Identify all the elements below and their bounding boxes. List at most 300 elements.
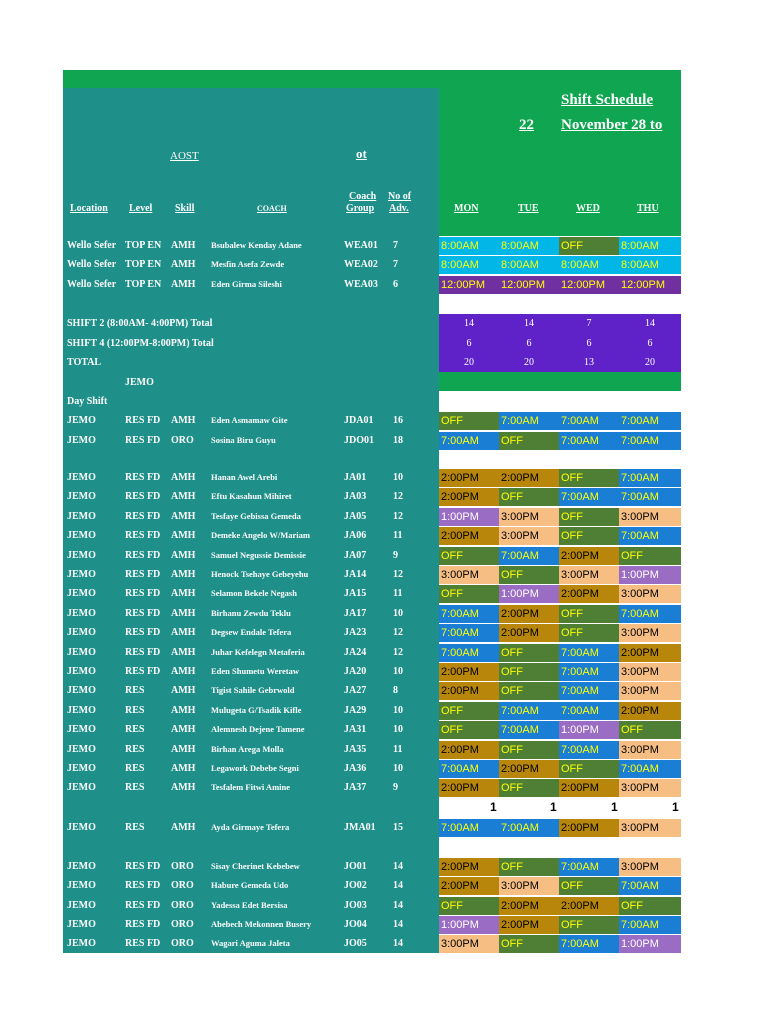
shift-cell[interactable]: 2:00PM: [439, 527, 499, 545]
skill-cell: AMH: [171, 415, 196, 426]
col-level: Level: [129, 203, 153, 214]
shift-cell[interactable]: 3:00PM: [619, 682, 681, 700]
table-row: [63, 778, 439, 797]
skill-cell: AMH: [171, 278, 196, 290]
level-cell: TOP EN: [125, 240, 162, 251]
shift-cell[interactable]: 2:00PM: [439, 488, 499, 506]
group-cell: JMA01: [344, 822, 376, 833]
shift-cell[interactable]: 7:00AM: [619, 760, 681, 778]
skill-cell: AMH: [171, 240, 196, 251]
coach-cell: Tesfaye Gebissa Gemeda: [211, 510, 301, 521]
coach-cell: Selamon Bekele Negash: [211, 588, 297, 599]
coach-cell: Eden Shumetu Weretaw: [211, 666, 300, 676]
group-cell: JO04: [344, 918, 367, 930]
level-cell: RES FD: [125, 666, 161, 677]
adv-cell: 14: [393, 938, 403, 950]
ones-value: 1: [672, 800, 679, 814]
adv-cell: 11: [393, 588, 403, 600]
shift-cell[interactable]: 7:00AM: [559, 858, 619, 876]
group-cell: JA29: [344, 704, 367, 716]
shift-cell[interactable]: 2:00PM: [439, 741, 499, 759]
col-coach: COACH: [257, 204, 287, 213]
table-row: [63, 526, 439, 545]
location-cell: JEMO: [67, 724, 96, 736]
skill-cell: AMH: [171, 685, 196, 697]
coach-cell: Henock Tsehaye Gebeyehu: [211, 569, 309, 579]
level-cell: RES FD: [125, 918, 161, 930]
skill-cell: AMH: [171, 259, 196, 271]
coach-cell: Birhan Arega Molla: [211, 743, 284, 754]
shift-cell[interactable]: 1:00PM: [439, 508, 499, 526]
day-wed: WED: [576, 203, 600, 214]
level-cell: TOP EN: [125, 259, 162, 271]
total-value: 20: [464, 357, 474, 368]
total-value: 7: [586, 318, 592, 329]
coach-cell: Eden Girma Sileshi: [211, 278, 282, 289]
shift-cell[interactable]: OFF: [439, 897, 499, 915]
location-cell: JEMO: [67, 685, 96, 697]
shift-cell[interactable]: 1:00PM: [619, 935, 681, 953]
adv-cell: 10: [393, 704, 403, 716]
table-row: [63, 740, 439, 759]
skill-cell: ORO: [171, 899, 194, 911]
coach-cell: Demeke Angelo W/Mariam: [211, 530, 310, 541]
ones-row: [439, 799, 681, 818]
location-cell: JEMO: [67, 822, 96, 833]
group-cell: JA01: [344, 472, 367, 483]
level-cell: RES FD: [125, 607, 161, 619]
shift-cell[interactable]: 2:00PM: [439, 877, 499, 895]
adv-cell: 14: [393, 861, 403, 872]
coach-cell: Habure Gemeda Udo: [211, 880, 289, 891]
adv-cell: 11: [393, 530, 403, 542]
group-cell: JO01: [344, 861, 367, 872]
shift-cell[interactable]: 8:00AM: [619, 256, 681, 274]
shift-cell[interactable]: OFF: [439, 412, 499, 430]
shift-cell[interactable]: 3:00PM: [619, 508, 681, 526]
adv-cell: 10: [393, 607, 403, 619]
shift-cell[interactable]: 3:00PM: [619, 624, 681, 642]
shift-cell[interactable]: 7:00AM: [619, 916, 681, 934]
shift-cell[interactable]: OFF: [559, 877, 619, 895]
shift-cell[interactable]: 7:00AM: [559, 741, 619, 759]
shift-cell[interactable]: 7:00AM: [559, 488, 619, 506]
shift-cell[interactable]: 8:00AM: [439, 256, 499, 274]
coach-cell: Mesfin Asefa Zewde: [211, 259, 285, 270]
shift-cell[interactable]: 3:00PM: [619, 663, 681, 681]
shift-cell[interactable]: 7:00AM: [499, 412, 559, 430]
shift-cell[interactable]: 7:00AM: [559, 935, 619, 953]
location-cell: JEMO: [67, 491, 96, 503]
level-cell: RES FD: [125, 938, 161, 950]
section-jemo: JEMO: [125, 377, 154, 388]
table-row: [63, 681, 439, 700]
level-cell: RES FD: [125, 549, 161, 561]
shift-cell[interactable]: OFF: [559, 527, 619, 545]
table-row: [63, 604, 439, 623]
shift-cell[interactable]: 7:00AM: [499, 819, 559, 837]
shift-cell[interactable]: 2:00PM: [499, 897, 559, 915]
level-cell: RES: [125, 743, 145, 755]
level-cell: RES FD: [125, 472, 161, 483]
level-cell: RES: [125, 704, 145, 716]
shift-cell[interactable]: 2:00PM: [439, 779, 499, 797]
location-cell: JEMO: [67, 763, 96, 774]
shift-cell[interactable]: 7:00AM: [559, 432, 619, 450]
skill-cell: AMH: [171, 782, 196, 794]
coach-cell: Bsubalew Kenday Adane: [211, 240, 302, 250]
shift-cell[interactable]: 7:00AM: [619, 469, 681, 487]
total-value: 20: [524, 357, 534, 368]
table-row: [63, 915, 439, 934]
skill-cell: ORO: [171, 918, 194, 930]
shift-cell[interactable]: OFF: [499, 858, 559, 876]
date-range: November 28 to: [561, 117, 663, 133]
location-cell: JEMO: [67, 510, 96, 522]
shift-cell[interactable]: 7:00AM: [439, 644, 499, 662]
shift-cell[interactable]: 7:00AM: [439, 760, 499, 778]
skill-cell: AMH: [171, 724, 196, 736]
shift-cell[interactable]: 8:00AM: [499, 256, 559, 274]
shift-cell[interactable]: 2:00PM: [559, 779, 619, 797]
shift-cell[interactable]: 8:00AM: [619, 237, 681, 255]
coach-cell: Sosina Biru Guyu: [211, 434, 276, 445]
skill-cell: AMH: [171, 763, 196, 774]
location-cell: JEMO: [67, 666, 96, 677]
table-row: [63, 255, 439, 274]
schedule-title: Shift Schedule: [561, 92, 654, 108]
skill-cell: AMH: [171, 510, 196, 522]
shift-cell[interactable]: 2:00PM: [499, 605, 559, 623]
adv-cell: 12: [393, 569, 403, 580]
group-cell: JO05: [344, 938, 367, 950]
location-cell: JEMO: [67, 549, 96, 561]
shift-cell[interactable]: 2:00PM: [619, 702, 681, 720]
col-group-1: Coach: [349, 191, 377, 202]
level-cell: RES FD: [125, 415, 161, 426]
location-cell: Wello Sefer: [67, 259, 117, 271]
shift-cell[interactable]: OFF: [499, 682, 559, 700]
ones-value: 1: [611, 800, 618, 814]
coach-cell: Birhanu Zewdu Teklu: [211, 607, 291, 618]
location-cell: JEMO: [67, 434, 96, 446]
shift-cell[interactable]: 3:00PM: [439, 566, 499, 584]
level-cell: RES FD: [125, 569, 161, 580]
coach-cell: Abebech Mekonnen Busery: [211, 918, 312, 929]
table-row: [63, 759, 439, 778]
shift-cell[interactable]: OFF: [439, 547, 499, 565]
group-cell: JA14: [344, 569, 367, 580]
level-cell: RES FD: [125, 588, 161, 600]
adv-cell: 12: [393, 510, 403, 522]
adv-cell: 18: [393, 434, 403, 446]
shift-cell[interactable]: 2:00PM: [559, 819, 619, 837]
totals-spacer-band: [439, 372, 681, 391]
coach-cell: Mulugeta G/Tsadik Kifle: [211, 704, 302, 715]
shift-cell[interactable]: OFF: [559, 605, 619, 623]
day-tue: TUE: [518, 203, 539, 214]
table-row: [63, 507, 439, 526]
level-cell: RES: [125, 763, 145, 774]
skill-cell: AMH: [171, 491, 196, 503]
shift-cell[interactable]: OFF: [439, 585, 499, 603]
location-cell: JEMO: [67, 880, 96, 892]
shift-cell[interactable]: OFF: [499, 663, 559, 681]
skill-cell: AMH: [171, 822, 196, 833]
coach-cell: Alemnesh Dejene Tamene: [211, 724, 305, 735]
level-cell: TOP EN: [125, 278, 162, 290]
total-label-shift2: SHIFT 2 (8:00AM- 4:00PM) Total: [67, 318, 213, 329]
coach-cell: Samuel Negussie Demissie: [211, 549, 306, 560]
shift-cell[interactable]: 12:00PM: [619, 276, 681, 294]
skill-cell: AMH: [171, 646, 196, 658]
coach-cell: Hanan Awel Arebi: [211, 472, 278, 482]
table-row: [63, 275, 439, 294]
level-cell: RES FD: [125, 510, 161, 522]
coach-cell: Wagari Aguma Jaleta: [211, 938, 290, 949]
shift-cell[interactable]: OFF: [559, 508, 619, 526]
shift-cell[interactable]: 3:00PM: [619, 779, 681, 797]
location-cell: JEMO: [67, 861, 96, 872]
adv-cell: 14: [393, 880, 403, 892]
shift-cell[interactable]: 2:00PM: [439, 469, 499, 487]
group-cell: JA31: [344, 724, 367, 736]
group-cell: JA07: [344, 549, 367, 561]
shift-cell[interactable]: OFF: [499, 566, 559, 584]
table-row: [63, 934, 439, 953]
shift-cell[interactable]: 7:00AM: [559, 702, 619, 720]
adv-cell: 10: [393, 472, 403, 483]
table-row: [63, 584, 439, 603]
group-cell: JA05: [344, 510, 367, 522]
shift-cell[interactable]: 7:00AM: [439, 605, 499, 623]
table-row: [63, 468, 439, 487]
total-label-all: TOTAL: [67, 357, 102, 368]
shift-cell[interactable]: OFF: [559, 760, 619, 778]
shift-cell[interactable]: 3:00PM: [619, 741, 681, 759]
shift-cell[interactable]: 8:00AM: [499, 237, 559, 255]
shift-cell[interactable]: 2:00PM: [499, 760, 559, 778]
shift-cell[interactable]: 3:00PM: [559, 566, 619, 584]
level-cell: RES FD: [125, 646, 161, 658]
shift-cell[interactable]: 3:00PM: [499, 508, 559, 526]
shift-cell[interactable]: 7:00AM: [559, 412, 619, 430]
shift-cell[interactable]: 7:00AM: [559, 644, 619, 662]
shift-cell[interactable]: 2:00PM: [439, 663, 499, 681]
col-adv-2: Adv.: [389, 203, 409, 214]
shift-cell[interactable]: 12:00PM: [439, 276, 499, 294]
top-banner: [63, 70, 681, 88]
group-cell: JDO01: [344, 434, 374, 446]
adv-cell: 16: [393, 415, 403, 426]
adv-cell: 12: [393, 627, 403, 639]
skill-cell: ORO: [171, 880, 194, 892]
shift-cell[interactable]: OFF: [559, 624, 619, 642]
shift-cell[interactable]: OFF: [499, 644, 559, 662]
coach-cell: Degsew Endale Tefera: [211, 627, 292, 638]
adv-cell: 10: [393, 724, 403, 736]
shift-cell[interactable]: OFF: [619, 547, 681, 565]
table-row: [63, 546, 439, 565]
shift-cell[interactable]: 7:00AM: [439, 624, 499, 642]
shift-cell[interactable]: 7:00AM: [439, 432, 499, 450]
shift-cell[interactable]: 3:00PM: [499, 877, 559, 895]
adv-cell: 7: [393, 259, 398, 271]
ones-value: 1: [490, 800, 497, 814]
shift-cell[interactable]: OFF: [559, 469, 619, 487]
group-cell: WEA01: [344, 240, 378, 251]
location-cell: JEMO: [67, 646, 96, 658]
total-value: 6: [466, 338, 472, 349]
shift-cell[interactable]: OFF: [439, 702, 499, 720]
total-value: 14: [645, 318, 655, 329]
col-adv-1: No of: [388, 191, 412, 202]
coach-cell: Yadessa Edet Bersisa: [211, 899, 288, 910]
table-row: [63, 662, 439, 681]
total-value: 20: [645, 357, 655, 368]
location-cell: JEMO: [67, 938, 96, 950]
shift-cell[interactable]: 7:00AM: [439, 819, 499, 837]
total-value: 13: [584, 357, 594, 368]
group-cell: JA23: [344, 627, 367, 639]
adv-cell: 9: [393, 782, 398, 794]
shift-cell[interactable]: OFF: [619, 721, 681, 739]
shift-cell[interactable]: 2:00PM: [559, 897, 619, 915]
skill-cell: AMH: [171, 588, 196, 600]
location-cell: JEMO: [67, 569, 96, 580]
skill-cell: AMH: [171, 472, 196, 483]
location-cell: Wello Sefer: [67, 240, 117, 251]
table-row: [63, 876, 439, 895]
table-row: [63, 623, 439, 642]
shift-cell[interactable]: 2:00PM: [499, 624, 559, 642]
level-cell: RES FD: [125, 861, 161, 872]
col-location: Location: [70, 203, 108, 214]
table-row: [63, 701, 439, 720]
shift-cell[interactable]: 2:00PM: [619, 644, 681, 662]
coach-cell: Sisay Cherinet Kebebew: [211, 861, 300, 871]
location-cell: JEMO: [67, 918, 96, 930]
group-cell: JA35: [344, 743, 367, 755]
level-cell: RES FD: [125, 899, 161, 911]
adv-cell: 10: [393, 763, 403, 774]
shift-cell[interactable]: 7:00AM: [559, 663, 619, 681]
adv-cell: 6: [393, 278, 398, 290]
skill-cell: ORO: [171, 861, 194, 872]
shift-cell[interactable]: 7:00AM: [499, 547, 559, 565]
shift-cell[interactable]: OFF: [499, 779, 559, 797]
shift-cell[interactable]: 3:00PM: [619, 819, 681, 837]
shift-cell[interactable]: 7:00AM: [619, 527, 681, 545]
day-mon: MON: [454, 203, 479, 214]
shift-cell[interactable]: OFF: [499, 741, 559, 759]
shift-cell[interactable]: 7:00AM: [619, 605, 681, 623]
shift-cell[interactable]: 7:00AM: [499, 721, 559, 739]
shift-cell[interactable]: 3:00PM: [439, 935, 499, 953]
shift-cell[interactable]: 2:00PM: [499, 916, 559, 934]
table-row: [63, 896, 439, 915]
group-cell: JA24: [344, 646, 367, 658]
table-row: [63, 720, 439, 739]
level-cell: RES FD: [125, 880, 161, 892]
shift-cell[interactable]: OFF: [619, 897, 681, 915]
shift-cell[interactable]: OFF: [499, 432, 559, 450]
shift-cell[interactable]: OFF: [499, 488, 559, 506]
shift-cell[interactable]: 2:00PM: [559, 585, 619, 603]
shift-cell[interactable]: 7:00AM: [619, 432, 681, 450]
table-row: [63, 487, 439, 506]
shift-cell[interactable]: 1:00PM: [619, 566, 681, 584]
shift-cell[interactable]: 3:00PM: [499, 527, 559, 545]
col-group-2: Group: [346, 203, 375, 214]
skill-cell: AMH: [171, 569, 196, 580]
skill-cell: AMH: [171, 666, 196, 677]
level-cell: RES: [125, 685, 145, 697]
shift-cell[interactable]: 7:00AM: [559, 682, 619, 700]
shift-cell[interactable]: 2:00PM: [559, 547, 619, 565]
location-cell: JEMO: [67, 607, 96, 619]
shift-cell[interactable]: OFF: [559, 237, 619, 255]
table-row: [63, 411, 439, 430]
shift-cell[interactable]: 7:00AM: [619, 488, 681, 506]
col-skill: Skill: [175, 203, 195, 214]
location-cell: JEMO: [67, 743, 96, 755]
shift-cell[interactable]: 12:00PM: [559, 276, 619, 294]
group-cell: JO03: [344, 899, 367, 911]
shift-cell[interactable]: 8:00AM: [439, 237, 499, 255]
shift-cell[interactable]: 7:00AM: [619, 877, 681, 895]
adv-cell: 9: [393, 549, 398, 561]
location-cell: JEMO: [67, 472, 96, 483]
location-cell: JEMO: [67, 704, 96, 716]
coach-cell: Legawork Debebe Segni: [211, 763, 299, 773]
shift-cell[interactable]: OFF: [439, 721, 499, 739]
table-row: [63, 236, 439, 255]
shift-cell[interactable]: 7:00AM: [619, 412, 681, 430]
shift-cell[interactable]: 1:00PM: [439, 916, 499, 934]
shift-cell[interactable]: 1:00PM: [559, 721, 619, 739]
shift-cell[interactable]: OFF: [499, 935, 559, 953]
location-cell: JEMO: [67, 627, 96, 639]
total-value: 6: [586, 338, 592, 349]
level-cell: RES FD: [125, 627, 161, 639]
level-cell: RES FD: [125, 491, 161, 503]
total-label-shift4: SHIFT 4 (12:00PM-8:00PM) Total: [67, 338, 214, 349]
group-cell: JA36: [344, 763, 367, 774]
group-cell: JA37: [344, 782, 367, 794]
shift-cell[interactable]: 8:00AM: [559, 256, 619, 274]
adv-cell: 10: [393, 666, 403, 677]
shift-cell[interactable]: OFF: [559, 916, 619, 934]
shift-cell[interactable]: 2:00PM: [499, 469, 559, 487]
shift-cell[interactable]: 2:00PM: [439, 682, 499, 700]
group-cell: JA06: [344, 530, 367, 542]
coach-cell: Tesfalem Fitwi Amine: [211, 782, 291, 793]
skill-cell: AMH: [171, 549, 196, 561]
shift-cell[interactable]: 7:00AM: [499, 702, 559, 720]
level-cell: RES: [125, 822, 145, 833]
location-cell: JEMO: [67, 899, 96, 911]
group-cell: JA15: [344, 588, 367, 600]
level-cell: RES: [125, 724, 145, 736]
shift-cell[interactable]: 12:00PM: [499, 276, 559, 294]
coach-cell: Eftu Kasahun Mihiret: [211, 491, 292, 502]
shift-cell[interactable]: 3:00PM: [619, 858, 681, 876]
shift-cell[interactable]: 2:00PM: [439, 858, 499, 876]
shift-cell[interactable]: 3:00PM: [619, 585, 681, 603]
skill-cell: AMH: [171, 627, 196, 639]
shift-cell[interactable]: 1:00PM: [499, 585, 559, 603]
